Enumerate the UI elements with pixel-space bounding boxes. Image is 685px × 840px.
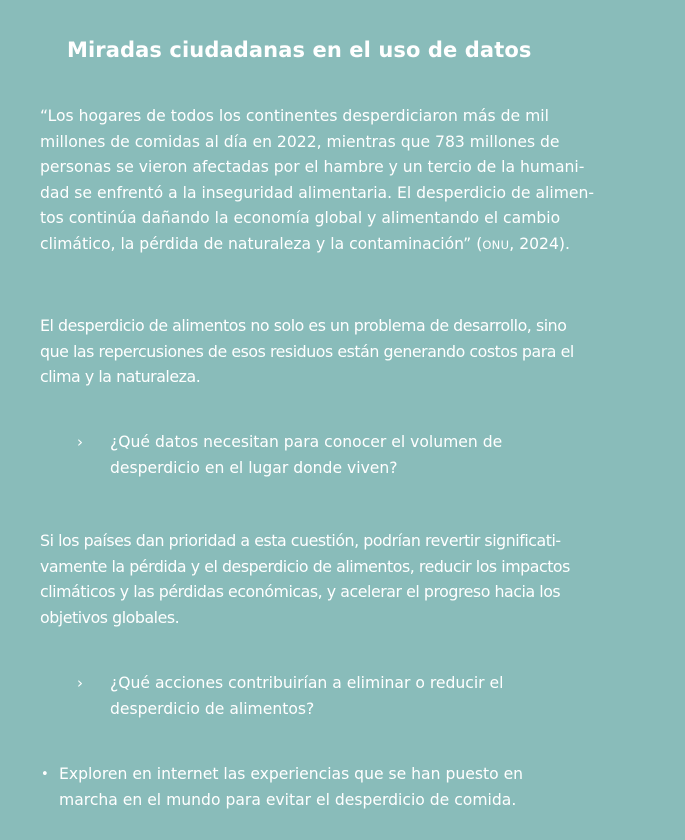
text-line: marcha en el mundo para evitar el desperdicio de comida. — [59, 790, 517, 809]
text-line: clima y la naturaleza. — [40, 367, 201, 387]
text-line-with-citation — [40, 232, 660, 259]
text-line: ¿Qué acciones contribuirían a eliminar o reducir el — [110, 674, 504, 692]
text-line: dad se enfrentó a la inseguridad alimentaria. El desperdicio de alimen- — [40, 183, 594, 202]
text-line: Si los países dan prioridad a esta cuestión, podrían revertir significati- — [40, 531, 561, 550]
text-line: desperdicio en el lugar donde viven? — [110, 458, 398, 477]
citation-organization: ONU — [482, 237, 510, 252]
chevron-right-icon: › — [77, 674, 83, 692]
text-line: millones de comidas al día en 2022, mientras que 783 millones de — [40, 132, 560, 151]
text-line: vamente la pérdida y el desperdicio de alimentos, reducir los impactos — [40, 556, 570, 576]
text-line: climáticos y las pérdidas económicas, y acelerar el progreso hacia los — [40, 582, 561, 602]
paragraph-2 — [40, 313, 660, 390]
bullet-dot-icon: • — [41, 767, 49, 782]
section-title: Miradas ciudadanas en el uso de datos — [67, 38, 532, 62]
text-line: Exploren en internet las experiencias que se han puesto en — [59, 765, 524, 783]
bullet-text — [59, 762, 523, 813]
text-fragment: climático, la pérdida de naturaleza y la contaminación” — [40, 234, 472, 253]
text-line: ¿Qué datos necesitan para conocer el volumen de — [110, 433, 503, 451]
question-text — [110, 671, 503, 722]
text-line: El desperdicio de alimentos no solo es un problema de desarrollo, sino — [40, 316, 567, 335]
text-line: objetivos globales. — [40, 607, 180, 627]
citation-open: ( — [471, 234, 483, 253]
chevron-right-icon: › — [77, 433, 83, 451]
quote-paragraph — [40, 104, 660, 259]
text-line: desperdicio de alimentos? — [110, 699, 315, 718]
question-text — [110, 430, 502, 481]
paragraph-3 — [40, 528, 660, 630]
citation-close: , 2024). — [509, 234, 570, 253]
text-line: “Los hogares de todos los continentes desperdiciaron más de mil — [40, 107, 549, 125]
text-line: tos continúa dañando la economía global y alimentando el cambio — [40, 209, 561, 228]
text-line: personas se vieron afectadas por el hambre y un tercio de la humani- — [40, 158, 585, 177]
text-line: que las repercusiones de esos residuos están generando costos para el — [40, 341, 574, 361]
